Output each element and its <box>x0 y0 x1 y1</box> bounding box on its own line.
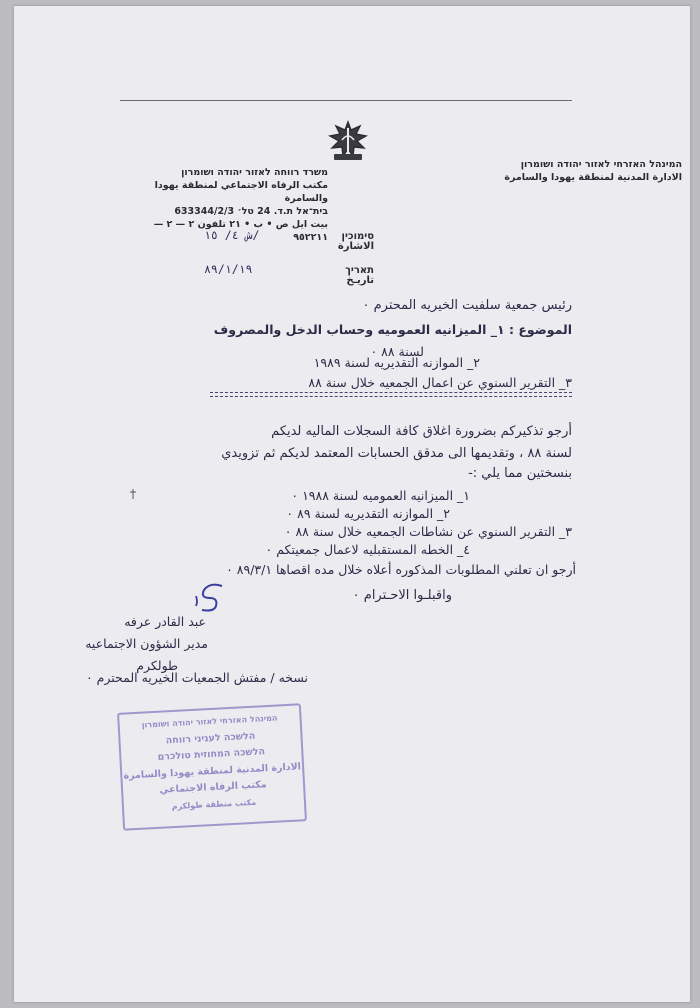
date-label-hebrew: תאריך <box>345 265 374 276</box>
paragraph-line-3: بنسختين مما يلي :- <box>468 466 572 481</box>
date-value: ٨٩/١/١٩ <box>204 262 253 276</box>
list-item-4: ٤_ الخطه المستقبليه لاعمال جمعيتكم ٠ <box>265 542 470 557</box>
subject-line-3: ٣_ التقرير السنوي عن اعمال الجمعيه خلال سنة ٨٨ <box>308 375 572 390</box>
separator-line <box>210 392 572 397</box>
header-rule <box>120 100 572 101</box>
closing-line: واقبلـوا الاحـترام ٠ <box>352 588 452 603</box>
paragraph-line-1: أرجو تذكيركم بضرورة اغلاق كافة السجلات الماليه لديكم <box>271 424 572 439</box>
stamp-line-3: הלשכה המחוזית טולכרם <box>157 746 266 763</box>
letterhead-left-hebrew: משרד רווחה לאזור יהודה ושומרון <box>181 167 328 178</box>
subject-line-2: ٢_ الموازنه التقديريه لسنة ١٩٨٩ <box>313 355 480 370</box>
letterhead-right-hebrew: המינהל האזרחי לאזור יהודה ושומרון <box>520 159 682 170</box>
reference-label-hebrew: סימוכין <box>341 231 374 242</box>
letterhead-right-arabic: الادارة المدنية لمنطقة يهودا والسامرة <box>504 172 682 183</box>
letterhead-left-arabic: مكتب الرفاه الاجتماعي لمنطقة يهودا والسامرة <box>154 180 328 204</box>
margin-mark-icon <box>128 488 138 500</box>
paragraph-line-2: لسنة ٨٨ ، وتقديمها الى مدقق الحسابات المعتمد لديكم ثم تزويدي <box>221 446 572 461</box>
stamp-line-4: الادارة المدنية لمنطقة يهودا والسامرة <box>123 760 302 782</box>
list-item-2: ٢_ الموازنه التقديريه لسنة ٨٩ ٠ <box>286 506 450 521</box>
date-label <box>345 266 374 286</box>
stamp-line-6: مكتب منطقة طولكرم <box>171 797 257 811</box>
letterhead-right <box>492 158 682 184</box>
subject-line-1b: لسنة ٨٨ ٠ <box>370 344 424 359</box>
stamp-line-2: הלשכה לעניני רווחה <box>165 730 256 746</box>
date-row <box>204 262 374 286</box>
signature-mark-icon <box>192 580 232 614</box>
letterhead-address: בית־אל ת.ד. 24 טל׳ 633344/2/3 <box>174 206 328 217</box>
letterhead-address-arabic: بيت ايل ص • ب • ٢١ تلفون ٢ — ٢ — ٩٥٢٢١١ <box>153 219 328 243</box>
reference-row <box>204 228 374 252</box>
request-line: أرجو ان تعلني المطلوبات المذكوره أعلاه خلال مده اقصاها ٨٩/٣/١ ٠ <box>226 562 576 577</box>
list-item-1: ١_ الميزانيه العموميه لسنة ١٩٨٨ ٠ <box>291 488 470 503</box>
signature-name: عبد القادر عرفه <box>124 614 206 629</box>
copy-to-line: نسخه / مفتش الجمعيات الخيريه المحترم ٠ <box>85 670 308 685</box>
reference-label <box>338 232 374 252</box>
signature-city: طولكرم <box>136 658 178 673</box>
reference-label-arabic: الاشارة <box>337 241 374 252</box>
date-label-arabic: تاريـخ <box>346 275 374 286</box>
reference-value: ش ٤/ ١٥/ <box>204 228 260 242</box>
reference-block <box>204 228 374 286</box>
stamp-line-1: המינהל האזרחי לאזור יהודה ושומרון <box>141 713 278 730</box>
stamp-line-5: مكتب الرفاه الاجتماعي <box>159 779 267 796</box>
idf-emblem-icon <box>324 118 372 164</box>
addressee-line: رئيس جمعية سلفيت الخيريه المحترم ٠ <box>362 298 572 313</box>
list-item-3: ٣_ التقرير السنوي عن نشاطات الجمعيه خلال سنة ٨٨ ٠ <box>284 524 572 539</box>
subject-line-1: الموضوع : ١_ الميزانيه العموميه وحساب الدخل والمصروف <box>213 322 572 337</box>
official-stamp <box>117 703 307 830</box>
signature-title: مدير الشؤون الاجتماعيه <box>85 636 208 651</box>
